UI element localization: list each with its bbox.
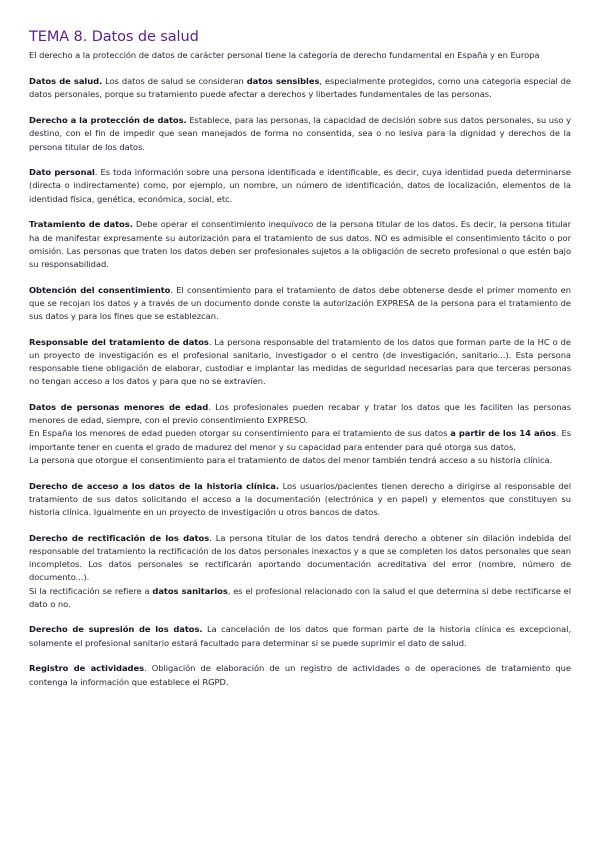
section-heading: Responsable del tratamiento de datos bbox=[29, 336, 209, 347]
section-derecho-proteccion bbox=[29, 114, 571, 154]
body-text: En España los menores de edad pueden otorgar su consentimiento para el tratamiento de sus datos bbox=[29, 428, 451, 439]
section-heading: Dato personal bbox=[29, 167, 95, 178]
body-text: , es el profesional relacionado con la salud el que determina si debe rectificarse el dato o no. bbox=[29, 585, 571, 609]
body-text: Establece, para las personas, la capacidad de decisión sobre sus datos personales, su uso y destino, con el fin de impedir que sean manejados de forma no consentida, sea o no lesiva para la dignidad y derechos de la persona titular de los datos. bbox=[29, 115, 571, 152]
section-derecho-rectificacion bbox=[29, 532, 571, 611]
body-text: . El consentimiento para el tratamiento de datos debe obtenerse desde el primer momento en que se recojan los datos y a través de un documento donde conste la autorización EXPRESA de la persona para el tratamiento de sus datos y para los fines que se establezcan. bbox=[29, 284, 571, 322]
section-heading: Registro de actividades bbox=[29, 663, 144, 674]
section-registro-actividades bbox=[29, 662, 571, 688]
body-text: La cancelación de los datos que forman parte de la historia clínica es excepcional, solamente el profesional sanitario estará facultado para determinar si se puede suprimir el dato de salud. bbox=[29, 624, 572, 648]
section-paragraph bbox=[29, 454, 571, 467]
section-heading: Datos de salud. bbox=[29, 76, 103, 87]
body-text: . Es importante tener en cuenta el grado de madurez del menor y su capacidad para entender para qué otorga sus datos. bbox=[29, 428, 571, 452]
emphasis-text: datos sensibles bbox=[246, 76, 320, 87]
body-text: Los datos de salud se consideran bbox=[102, 76, 247, 87]
page-title: TEMA 8. Datos de salud bbox=[29, 29, 199, 45]
body-text: Si la rectificación se refiere a bbox=[29, 585, 153, 596]
body-text: Debe operar el consentimiento inequívoco de la persona titular de los datos. Es decir, la persona titular ha de manifestar expresamente su autorización para el tratamiento de sus datos. NO es admisible el consentimiento tácito o por omisión. Las personas que traten los datos deben ser profesionales sujetos a la obligación de secreto profesional o que estén bajo su responsabilidad. bbox=[29, 219, 571, 269]
section-responsable-tratamiento bbox=[29, 336, 571, 389]
section-heading: Datos de personas menores de edad bbox=[29, 402, 209, 413]
section-paragraph bbox=[29, 662, 571, 688]
section-paragraph bbox=[29, 114, 571, 154]
body-text: , especialmente protegidos, como una categoria especial de datos personales, porque su tratamiento puede afectar a derechos y libertades fundamentales de las personas. bbox=[29, 76, 572, 100]
section-paragraph bbox=[29, 480, 571, 520]
body-text: . La persona responsable del tratamiento de los datos que forman parte de la HC o de un proyecto de investigación es el profesional sanitario, investigador o el centro (de investigación, sanitario...). Esta persona responsable tiene obligación de elaborar, custodiar e implantar las medidas de seguridad necesarias para que terceras personas no tengan acceso a los datos y para que no se extravíen. bbox=[29, 336, 571, 387]
section-tratamiento-datos bbox=[29, 218, 571, 271]
section-paragraph bbox=[29, 166, 571, 206]
section-menores-de-edad bbox=[29, 401, 571, 467]
section-heading: Obtención del consentimiento bbox=[29, 284, 171, 295]
section-paragraph bbox=[29, 284, 571, 324]
section-derecho-acceso bbox=[29, 480, 571, 520]
section-heading: Derecho de acceso a los datos de la historia clínica. bbox=[29, 480, 279, 491]
section-paragraph bbox=[29, 336, 571, 389]
section-derecho-supresion bbox=[29, 623, 571, 649]
intro-paragraph: El derecho a la protección de datos de carácter personal tiene la categoría de derecho fundamental en España y en Europa bbox=[29, 50, 540, 60]
section-paragraph bbox=[29, 427, 571, 453]
body-text: Los usuarios/pacientes tienen derecho a dirigirse al responsable del tratamiento de sus datos solicitando el acceso a la documentación (electrónica y en papel) y elementos que constituyen su historia clínica. Igualmente en un proyecto de investigación u otros bancos de datos. bbox=[29, 480, 571, 517]
section-heading: Derecho a la protección de datos. bbox=[29, 115, 187, 126]
section-datos-de-salud bbox=[29, 75, 571, 101]
body-text: La persona que otorgue el consentimiento para el tratamiento de datos del menor también tendrá acceso a su historia clínica. bbox=[29, 454, 553, 465]
section-heading: Derecho de supresión de los datos. bbox=[29, 624, 203, 635]
section-paragraph bbox=[29, 623, 571, 649]
section-dato-personal bbox=[29, 166, 571, 206]
sections-container bbox=[29, 75, 571, 689]
section-obtencion-consentimiento bbox=[29, 284, 571, 324]
section-paragraph bbox=[29, 532, 571, 585]
section-paragraph bbox=[29, 585, 571, 611]
section-paragraph bbox=[29, 218, 571, 271]
body-text: . Obligación de elaboración de un registro de actividades o de operaciones de tratamiento que contenga la información que establece el RGPD. bbox=[29, 663, 571, 687]
body-text: . La persona titular de los datos tendrá derecho a obtener sin dilación indebida del responsable del tratamiento la rectificación de los datos personales inexactos y a que se completen los datos personales que sean incompletos. Los datos personales se rectificarán aportando documentación acreditativa del error (nombre, número de documento...). bbox=[29, 532, 571, 583]
section-heading: Tratamiento de datos. bbox=[29, 219, 133, 230]
body-text: . Es toda información sobre una persona identificada e identificable, es decir, cuya identidad pueda determinarse (directa o indirectamente) como, por ejemplo, un nombre, un número de identificación, datos de localización, elementos de la identidad física, genética, económica, social, etc. bbox=[29, 167, 571, 204]
body-text: . Los profesionales pueden recabar y tratar los datos que les faciliten las personas menores de edad, siempre, con el previo consentimiento EXPRESO. bbox=[29, 402, 571, 426]
section-paragraph bbox=[29, 401, 571, 427]
section-heading: Derecho de rectificación de los datos bbox=[29, 532, 210, 543]
emphasis-text: a partir de los 14 años bbox=[450, 428, 557, 439]
section-paragraph bbox=[29, 75, 571, 101]
emphasis-text: datos sanitarios bbox=[152, 585, 228, 596]
